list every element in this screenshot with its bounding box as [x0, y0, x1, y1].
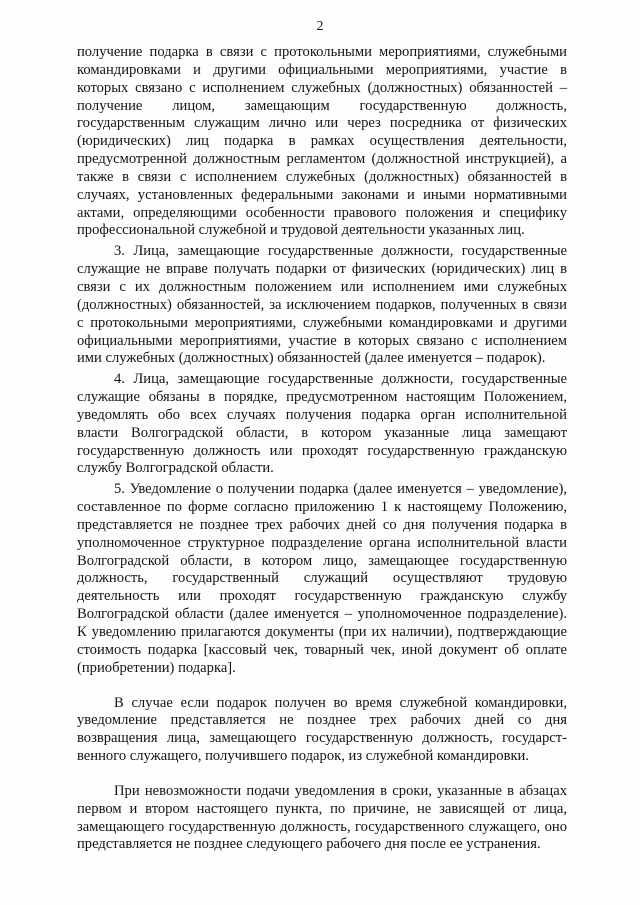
paragraph-continuation: получение подарка в связи с протокольными мероприятиями, служебными командировками и другими официальными мероприятиями, участие в которых связано с исполнением служебных (должностных) обязанностей – получение лицом, замещающим государственную должность, государственным служащим лично или через посредника от физических (юридических) лиц подарка в рамках осуществления деятельности, предусмотренной должностным регламентом (должностной инструкцией), а также в связи с исполнением служебных (должностных) обязанностей в случаях, установленных федеральными законами и иными нормативными актами, определяющими особенности правового положения и специфику профессиональной служебной и трудовой деятельности указанных лиц.: [77, 44, 567, 239]
document-body: [77, 44, 567, 854]
paragraph-item-4: 4. Лица, замещающие государственные должности, государственные служащие обязаны в порядке, предусмотренном настоящим Положением, уведомлять обо всех случаях получения подарка орган исполнительной власти Волгоградской области, в котором указанные лица замещают государственную должность или проходят государственную гражданскую службу Волгоградской области.: [77, 371, 567, 477]
paragraph-item-5: 5. Уведомление о получении подарка (далее именуется – уведомление), составленное по форме согласно приложению 1 к настоящему Положению, представляется не позднее трех рабочих дней со дня получения подарка в уполномоченное структурное подразделение органа исполнительной власти Волгоградской области, в котором лицо, замещающее государственную должность, государственный служащий осуществляют трудовую деятельность или проходят государственную гражданскую службу Волгоградской области (далее именуется – уполномоченное подразделение). К уведомлению прилагаются документы (при их наличии), подтверждающие стоимость подарка [кассовый чек, товарный чек, иной документ об оплате (приобретении) подарка].: [77, 481, 567, 676]
page-number: 2: [316, 19, 324, 34]
paragraph-impossibility: При невозможности подачи уведомления в сроки, указанные в абзацах первом и втором настоящего пункта, по причине, не зависящей от лица, замещающего государственную должность, государственного служащего, оно представляется не позднее следующего рабочего дня после ее устранения.: [77, 782, 567, 853]
paragraph-business-trip: В случае если подарок получен во время служебной командировки, уведомление представляется не позднее трех рабочих дней со дня возвращения лица, замещающего государственную должность, государственного служащего, получившего подарок, из служебной командировки.: [77, 694, 567, 765]
paragraph-item-3: 3. Лица, замещающие государственные должности, государственные служащие не вправе получать подарки от физических (юридических) лиц в связи с их должностным положением или исполнением ими служебных (должностных) обязанностей, за исключением подарков, полученных в связи с протокольными мероприятиями, служебными командировками и другими официальными мероприятиями, участие в которых связано с исполнением ими служебных (должностных) обязанностей (далее именуется – подарок).: [77, 243, 567, 367]
